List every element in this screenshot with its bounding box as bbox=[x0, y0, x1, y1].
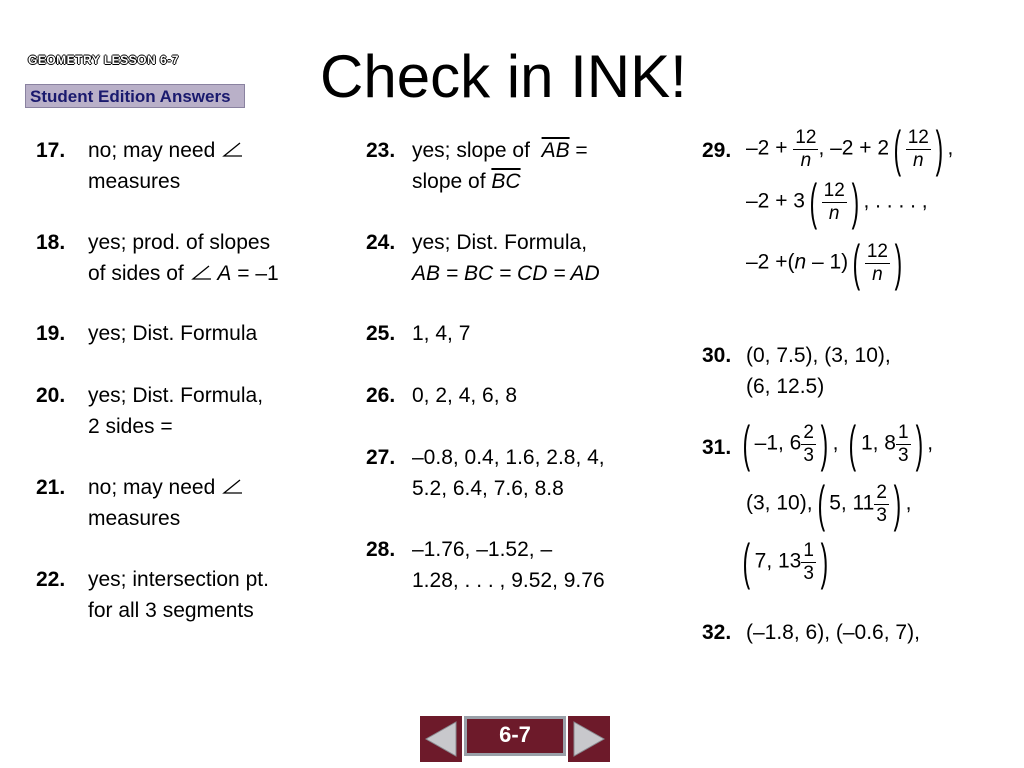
answer-number: 30. bbox=[702, 344, 732, 367]
answer-number: 17. bbox=[36, 139, 66, 162]
answer-line: (3, 10),( 5, 11 $\frac{2}{3}$ ) , bbox=[746, 476, 912, 532]
answer-number: 26. bbox=[366, 384, 396, 407]
answer-text: 2 sides = bbox=[88, 415, 173, 438]
answer-text: yes; prod. of slopes bbox=[88, 231, 271, 254]
answer-text: 0, 2, 4, 6, 8 bbox=[412, 384, 518, 407]
lesson-nav-label[interactable]: 6-7 bbox=[464, 716, 566, 756]
answer-text: yes; Dist. Formula, bbox=[88, 384, 264, 407]
answer-text: measures bbox=[88, 170, 181, 193]
answer-line: ( –1, 6 $\frac{2}{3}$ ) , ( 1, 8 $\frac{1}{3}$ ) , bbox=[742, 416, 934, 472]
answer-text: –1.76, –1.52, – bbox=[412, 538, 553, 561]
arrow-left-icon bbox=[420, 716, 462, 762]
answer-text: 5.2, 6.4, 7.6, 8.8 bbox=[412, 477, 564, 500]
fraction: $\frac{1}{3}$ bbox=[803, 539, 814, 584]
lesson-label: GEOMETRY LESSON 6-7 bbox=[28, 53, 179, 67]
answer-text: 1.28, . . . , 9.52, 9.76 bbox=[412, 569, 605, 592]
answer-number: 20. bbox=[36, 384, 66, 407]
answer-text: –0.8, 0.4, 1.6, 2.8, 4, bbox=[412, 446, 605, 469]
answer-text: yes; Dist. Formula bbox=[88, 322, 258, 345]
answer-number: 19. bbox=[36, 322, 66, 345]
fraction: $\frac{1}{3}$ bbox=[897, 421, 909, 466]
prev-button[interactable] bbox=[420, 716, 462, 762]
answer-number: 29. bbox=[702, 139, 732, 162]
answer-text: no; may need bbox=[88, 135, 243, 166]
answer-number: 24. bbox=[366, 231, 396, 254]
answer-line: –2 +(n – 1)( $\frac{12}{n}$ ) bbox=[746, 235, 903, 291]
answer-number: 18. bbox=[36, 231, 66, 254]
angle-icon bbox=[190, 265, 212, 281]
answer-text: yes; Dist. Formula, bbox=[412, 231, 588, 254]
fraction: $\frac{12}{n}$ bbox=[907, 126, 929, 171]
answer-number: 25. bbox=[366, 322, 396, 345]
answer-text: (–1.8, 6), (–0.6, 7), bbox=[746, 621, 920, 644]
fraction: $\frac{12}{n}$ bbox=[795, 126, 817, 171]
fraction: $\frac{12}{n}$ bbox=[823, 179, 845, 224]
answer-text: no; may need bbox=[88, 472, 243, 503]
answer-number: 32. bbox=[702, 621, 732, 644]
answer-line: ( 7, 13 $\frac{1}{3}$ ) bbox=[742, 534, 829, 590]
answer-number: 31. bbox=[702, 436, 732, 459]
answer-text: (6, 12.5) bbox=[746, 375, 825, 398]
answers-label: Student Edition Answers bbox=[25, 84, 245, 108]
fraction: $\frac{2}{3}$ bbox=[876, 481, 887, 526]
answer-number: 23. bbox=[366, 139, 396, 162]
answer-number: 22. bbox=[36, 568, 66, 591]
answer-text: AB = BC = CD = AD bbox=[412, 262, 600, 285]
arrow-right-icon bbox=[568, 716, 610, 762]
angle-icon bbox=[221, 479, 243, 495]
angle-icon bbox=[221, 142, 243, 158]
answer-text: measures bbox=[88, 507, 181, 530]
answer-line: –2 + 3( $\frac{12}{n}$ ) , . . . . , bbox=[746, 174, 928, 230]
answer-line: –2 + $\frac{12}{n}$ , –2 + 2( $\frac{12}{n}$ ) , bbox=[746, 121, 954, 177]
fraction: $\frac{2}{3}$ bbox=[803, 421, 814, 466]
answer-text: (0, 7.5), (3, 10), bbox=[746, 344, 891, 367]
answer-text: for all 3 segments bbox=[88, 599, 254, 622]
answer-text: 1, 4, 7 bbox=[412, 322, 471, 345]
page-title: Check in INK! bbox=[320, 43, 687, 110]
answer-number: 27. bbox=[366, 446, 396, 469]
answer-number: 28. bbox=[366, 538, 396, 561]
answer-text: of sides of A = –1 bbox=[88, 262, 279, 285]
fraction: $\frac{12}{n}$ bbox=[866, 240, 888, 285]
answer-text: slope of $\overline{BC}$ bbox=[412, 170, 521, 193]
answer-text: yes; slope of $\overline{AB}$ = bbox=[412, 139, 588, 162]
answer-text: yes; intersection pt. bbox=[88, 568, 269, 591]
next-button[interactable] bbox=[568, 716, 610, 762]
answer-number: 21. bbox=[36, 476, 66, 499]
